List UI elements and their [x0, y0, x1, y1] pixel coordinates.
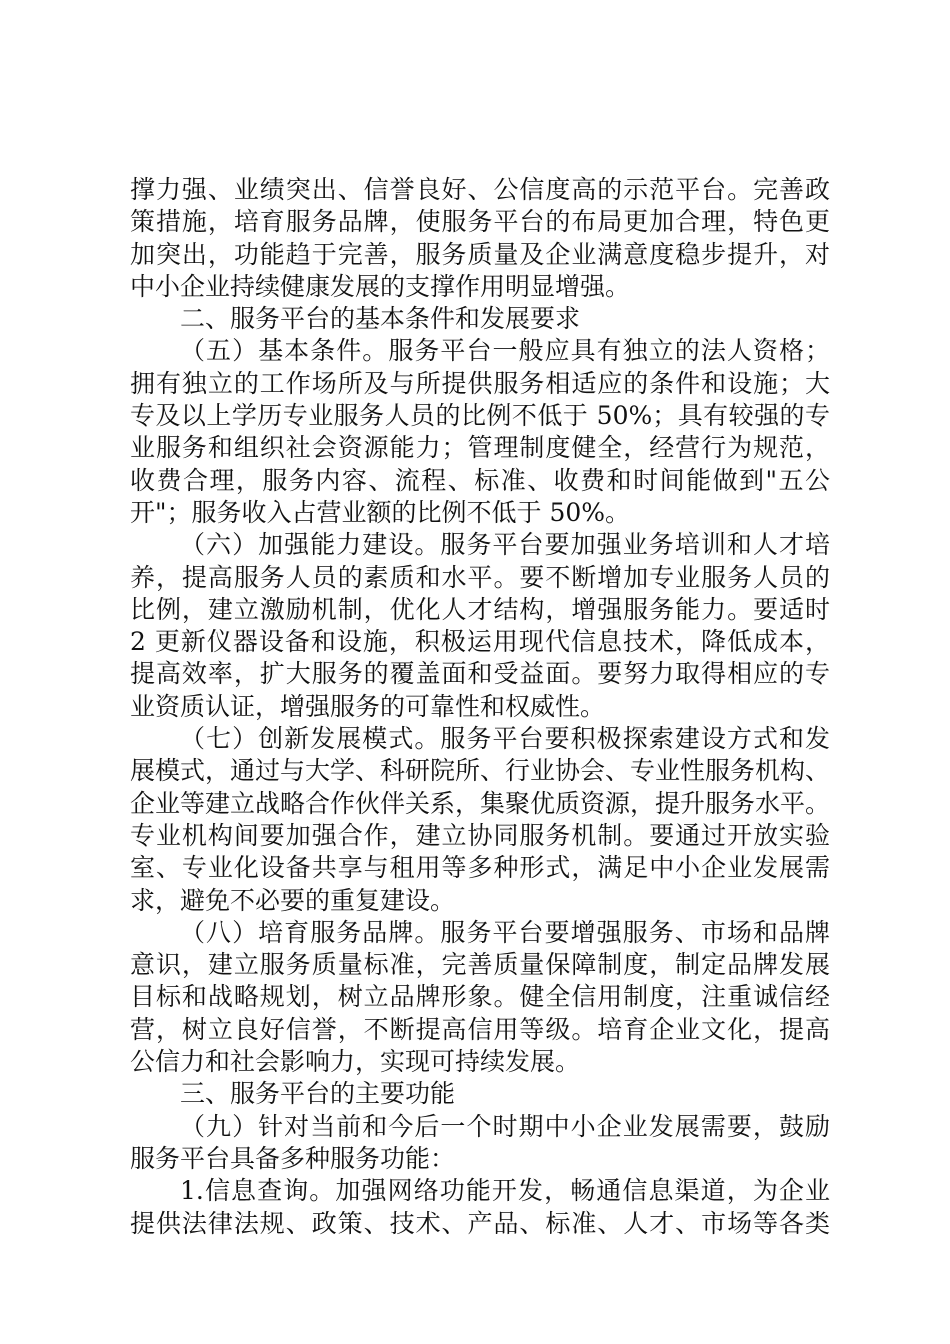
text-line: （九）针对当前和今后一个时期中小企业发展需要，鼓励: [180, 1111, 830, 1141]
text-line: 意识，建立服务质量标准，完善质量保障制度，制定品牌发展: [130, 950, 830, 980]
text-line: 求，避免不必要的重复建设。: [130, 885, 456, 915]
text-line: （七）创新发展模式。服务平台要积极探索建设方式和发: [180, 724, 830, 754]
text-line: 专及以上学历专业服务人员的比例不低于 50%；具有较强的专: [130, 401, 830, 431]
text-line: 2 更新仪器设备和设施，积极运用现代信息技术，降低成本，: [130, 627, 830, 657]
text-line: 企业等建立战略合作伙伴关系，集聚优质资源，提升服务水平。: [130, 788, 831, 818]
text-line: 二、服务平台的基本条件和发展要求: [180, 304, 581, 334]
text-line: 加突出，功能趋于完善，服务质量及企业满意度稳步提升，对: [130, 239, 830, 269]
text-line: 拥有独立的工作场所及与所提供服务相适应的条件和设施；大: [130, 368, 830, 398]
text-line: 撑力强、业绩突出、信誉良好、公信度高的示范平台。完善政: [130, 175, 830, 204]
text-line: 目标和战略规划，树立品牌形象。健全信用制度，注重诚信经: [130, 982, 830, 1012]
text-line: 1.信息查询。加强网络功能开发，畅通信息渠道，为企业: [180, 1176, 830, 1206]
text-line: 展模式，通过与大学、科研院所、行业协会、专业性服务机构、: [130, 756, 831, 786]
text-line: 专业机构间要加强合作，建立协同服务机制。要通过开放实验: [130, 820, 830, 850]
text-line: （六）加强能力建设。服务平台要加强业务培训和人才培: [180, 530, 830, 560]
text-line: 业服务和组织社会资源能力；管理制度健全，经营行为规范，: [130, 433, 830, 463]
document-body: [130, 174, 830, 1240]
text-line: （八）培育服务品牌。服务平台要增强服务、市场和品牌: [180, 917, 830, 947]
text-line: 养，提高服务人员的素质和水平。要不断增加专业服务人员的: [130, 562, 830, 592]
text-line: 服务平台具备多种服务功能：: [130, 1143, 456, 1173]
text-line: 公信力和社会影响力，实现可持续发展。: [130, 1047, 581, 1077]
text-line: 开"；服务收入占营业额的比例不低于 50%。: [130, 497, 631, 527]
text-line: 营，树立良好信誉，不断提高信用等级。培育企业文化，提高: [130, 1014, 830, 1044]
text-line: 室、专业化设备共享与租用等多种形式，满足中小企业发展需: [130, 853, 830, 883]
text-line: 中小企业持续健康发展的支撑作用明显增强。: [130, 271, 631, 301]
text-line: 比例，建立激励机制，优化人才结构，增强服务能力。要适时: [130, 594, 830, 624]
text-line: 提供法律法规、政策、技术、产品、标准、人才、市场等各类: [130, 1208, 830, 1238]
text-line: 业资质认证，增强服务的可靠性和权威性。: [130, 691, 606, 721]
text-line: 策措施，培育服务品牌，使服务平台的布局更加合理，特色更: [130, 207, 830, 237]
text-line: 三、服务平台的主要功能: [180, 1079, 456, 1109]
text-line: （五）基本条件。服务平台一般应具有独立的法人资格；: [180, 336, 830, 366]
text-line: 提高效率，扩大服务的覆盖面和受益面。要努力取得相应的专: [130, 659, 830, 689]
text-line: 收费合理，服务内容、流程、标准、收费和时间能做到"五公: [130, 465, 830, 495]
